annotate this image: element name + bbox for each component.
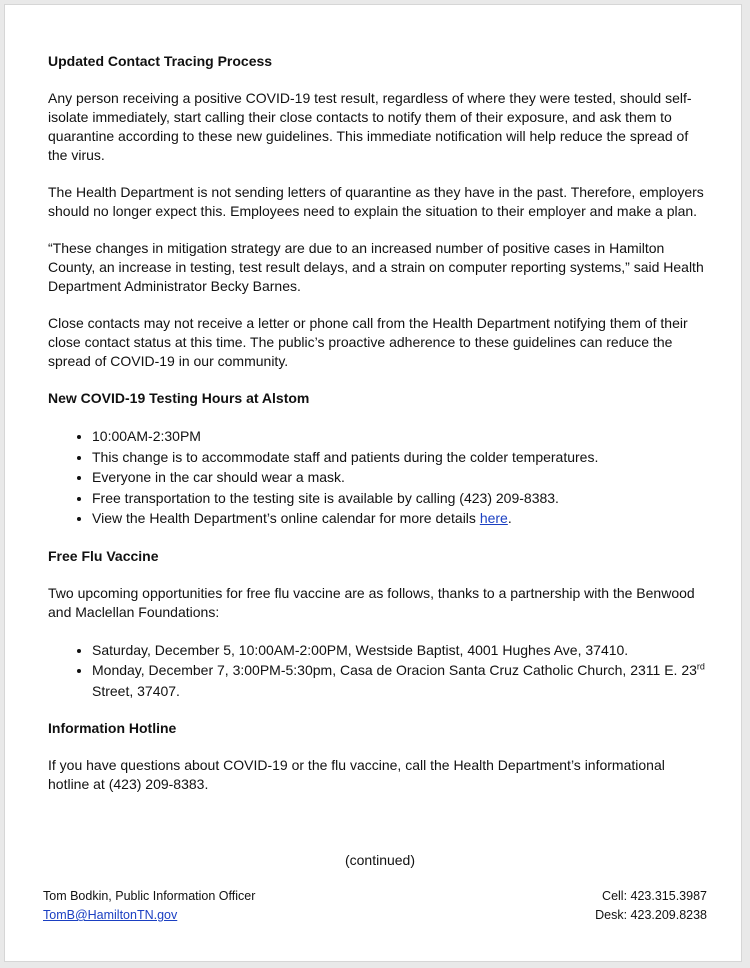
list-item xyxy=(92,508,708,529)
list-item-text: . xyxy=(507,510,512,526)
paragraph-quote: “These changes in mitigation strategy are due to an increased number of positive cases in Hamilton County, an increase in testing, test result delays, and a strain on computer reporting systems,” said Health Department Administrator Becky Barnes. xyxy=(48,240,704,294)
heading-flu-vaccine: Free Flu Vaccine xyxy=(48,547,159,564)
list-item: • 10:00AM-2:30PM xyxy=(92,426,708,447)
list-item: • This change is to accommodate staff and patients during the colder temperatures. xyxy=(92,447,708,468)
flu-vaccine-list xyxy=(48,640,708,702)
calendar-here-link[interactable]: here xyxy=(479,510,508,526)
list-item-text: Street, 37407. xyxy=(92,682,180,699)
list-item-text: Monday, December 7, 3:00PM-5:30pm, Casa de Oracion Santa Cruz Catholic Church, 2311 E. 23 xyxy=(92,662,697,678)
continued-note: (continued) xyxy=(344,852,416,868)
footer-phones xyxy=(595,887,707,925)
ordinal-superscript: rd xyxy=(696,661,705,672)
heading-testing-hours: New COVID-19 Testing Hours at Alstom xyxy=(48,390,310,406)
heading-hotline: Information Hotline xyxy=(48,720,177,736)
testing-hours-list xyxy=(48,426,708,529)
paragraph: The Health Department is not sending letters of quarantine as they have in the past. Therefore, employers should no longer expect this. Employees need to explain the situation to their employer and make a plan. xyxy=(48,184,704,219)
paragraph: Close contacts may not receive a letter or phone call from the Health Department notifying them of their close contact status at this time. The public’s proactive adherence to these guidelines can reduce the spread of COVID-19 in our community. xyxy=(48,315,688,369)
heading-contact-tracing: Updated Contact Tracing Process xyxy=(48,53,273,69)
paragraph: If you have questions about COVID-19 or the flu vaccine, call the Health Department’s informational hotline at (423) 209-8383. xyxy=(48,757,665,792)
document-page xyxy=(4,4,742,962)
cell-phone: Cell: 423.315.3987 xyxy=(602,889,707,903)
list-item: • Everyone in the car should wear a mask. xyxy=(92,467,708,488)
contact-email-link[interactable]: TomB@HamiltonTN.gov xyxy=(43,908,178,922)
list-item: • Saturday, December 5, 10:00AM-2:00PM, Westside Baptist, 4001 Hughes Ave, 37410. xyxy=(92,640,708,661)
footer-contact xyxy=(43,887,255,925)
document-body xyxy=(48,52,708,812)
paragraph: Any person receiving a positive COVID-19 test result, regardless of where they were tested, should self-isolate immediately, start calling their close contacts to notify them of their exposure, and ask them to quarantine according to these new guidelines. This immediate notification will help reduce the spread of the virus. xyxy=(48,90,692,163)
list-item: • Free transportation to the testing site is available by calling (423) 209-8383. xyxy=(92,488,708,509)
paragraph: Two upcoming opportunities for free flu vaccine are as follows, thanks to a partnership with the Benwood and Maclellan Foundations: xyxy=(48,584,695,620)
contact-name: Tom Bodkin, Public Information Officer xyxy=(43,889,256,903)
desk-phone: Desk: 423.209.8238 xyxy=(595,908,707,922)
list-item-text: View the Health Department’s online calendar for more details xyxy=(92,510,480,526)
list-item xyxy=(92,660,708,701)
